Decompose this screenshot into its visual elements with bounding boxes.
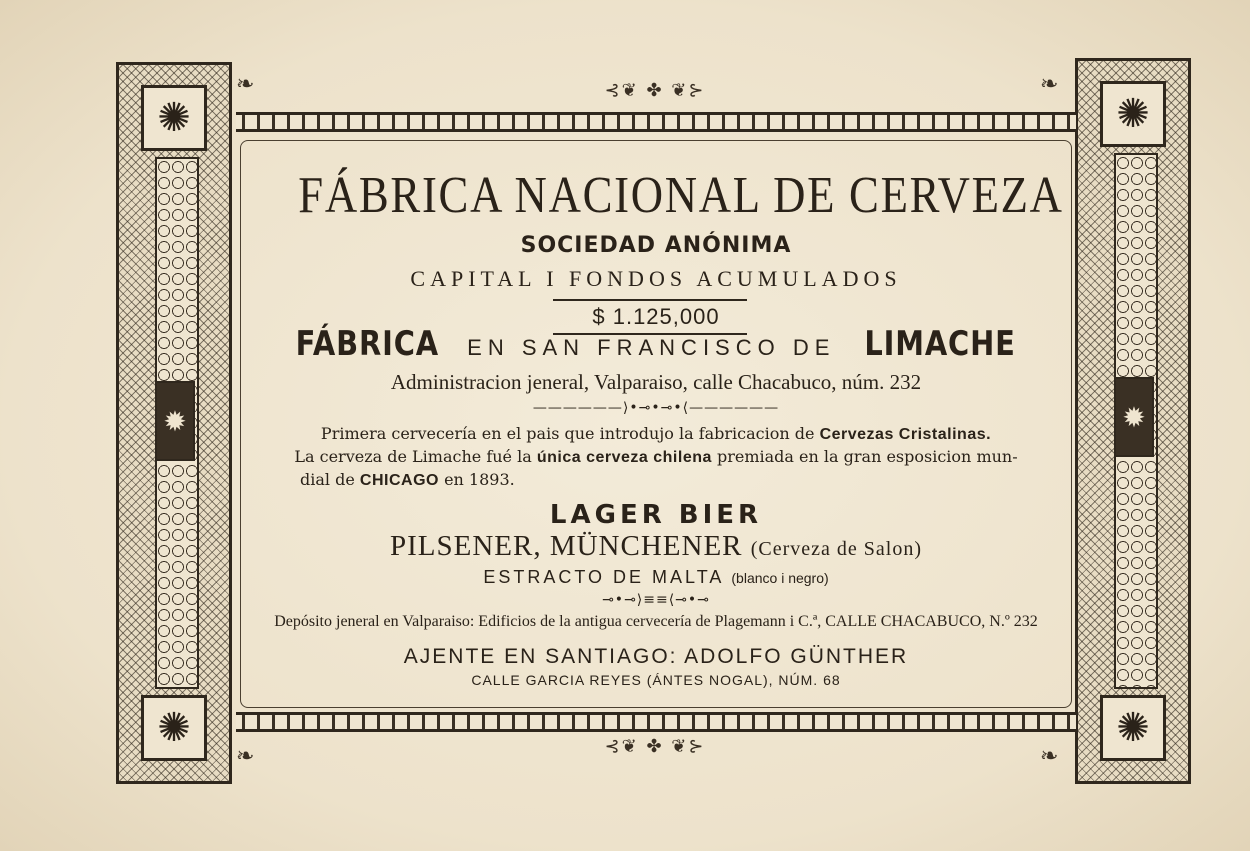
bottom-crest-ornament: ⊰❦ ✤ ❦⊱ — [604, 736, 706, 757]
factory-word: FÁBRICA — [296, 324, 440, 364]
deposit-address: Depósito jeneral en Valparaiso: Edificios de la antigua cervecería de Plagemann i C.ª, CALLE CHACABUCO, N.º 232 — [274, 613, 1038, 630]
santiago-agent: AJENTE EN SANTIAGO: ADOLFO GÜNTHER — [403, 645, 909, 668]
factory-line — [240, 324, 1072, 364]
rosette-icon: ✺ — [1100, 695, 1166, 761]
amount-rule-top — [553, 299, 747, 301]
paragraph-line-2: La cerveza de Limache fué la única cerveza chilena premiada en la gran esposicion mun- — [294, 447, 1018, 466]
page-title: FÁBRICA NACIONAL DE CERVEZA — [298, 167, 1064, 224]
rosette-icon: ✺ — [141, 695, 207, 761]
bottom-ornamental-band — [236, 712, 1076, 732]
agent-address: CALLE GARCIA REYES (ÁNTES NOGAL), NÚM. 68 — [471, 672, 841, 688]
top-ornamental-band — [236, 112, 1076, 132]
corner-flourish-icon: ❧ — [236, 72, 255, 97]
corner-flourish-icon: ❧ — [1040, 72, 1059, 97]
right-ornamental-pillar — [1075, 58, 1191, 784]
capital-label: CAPITAL I FONDOS ACUMULADOS — [410, 266, 902, 291]
capital-amount: $ 1.125,000 — [592, 304, 720, 329]
rosette-icon: ✺ — [1100, 81, 1166, 147]
lager-heading: LAGER BIER — [549, 500, 763, 530]
factory-location: EN SAN FRANCISCO DE — [467, 335, 836, 360]
left-ornamental-pillar — [116, 62, 232, 784]
company-type: SOCIEDAD ANÓNIMA — [520, 233, 792, 258]
administration-address: Administracion jeneral, Valparaiso, calle Chacabuco, núm. 232 — [390, 370, 922, 394]
ornamental-divider: ⊸•⊸⟩≡≡⟨⊸•⊸ — [602, 592, 710, 608]
rosette-icon: ✺ — [141, 85, 207, 151]
corner-flourish-icon: ❧ — [1040, 744, 1059, 769]
sunburst-icon: ✹ — [1114, 377, 1154, 457]
malt-extract: ESTRACTO DE MALTA (blanco i negro) — [483, 567, 829, 587]
paragraph-line-1: Primera cervecería en el pais que introdujo la fabricacion de Cervezas Cristalinas. — [320, 424, 992, 443]
sunburst-icon: ✹ — [155, 381, 195, 461]
corner-flourish-icon: ❧ — [236, 744, 255, 769]
beer-varieties: PILSENER, MÜNCHENER (Cerveza de Salon) — [389, 530, 923, 562]
ornamental-divider: ——————⟩•⊸•⊸•⟨—————— — [532, 400, 780, 416]
top-crest-ornament: ⊰❦ ✤ ❦⊱ — [604, 80, 706, 101]
factory-place: LIMACHE — [863, 324, 1016, 364]
paragraph-line-3: dial de CHICAGO en 1893. — [300, 470, 515, 489]
